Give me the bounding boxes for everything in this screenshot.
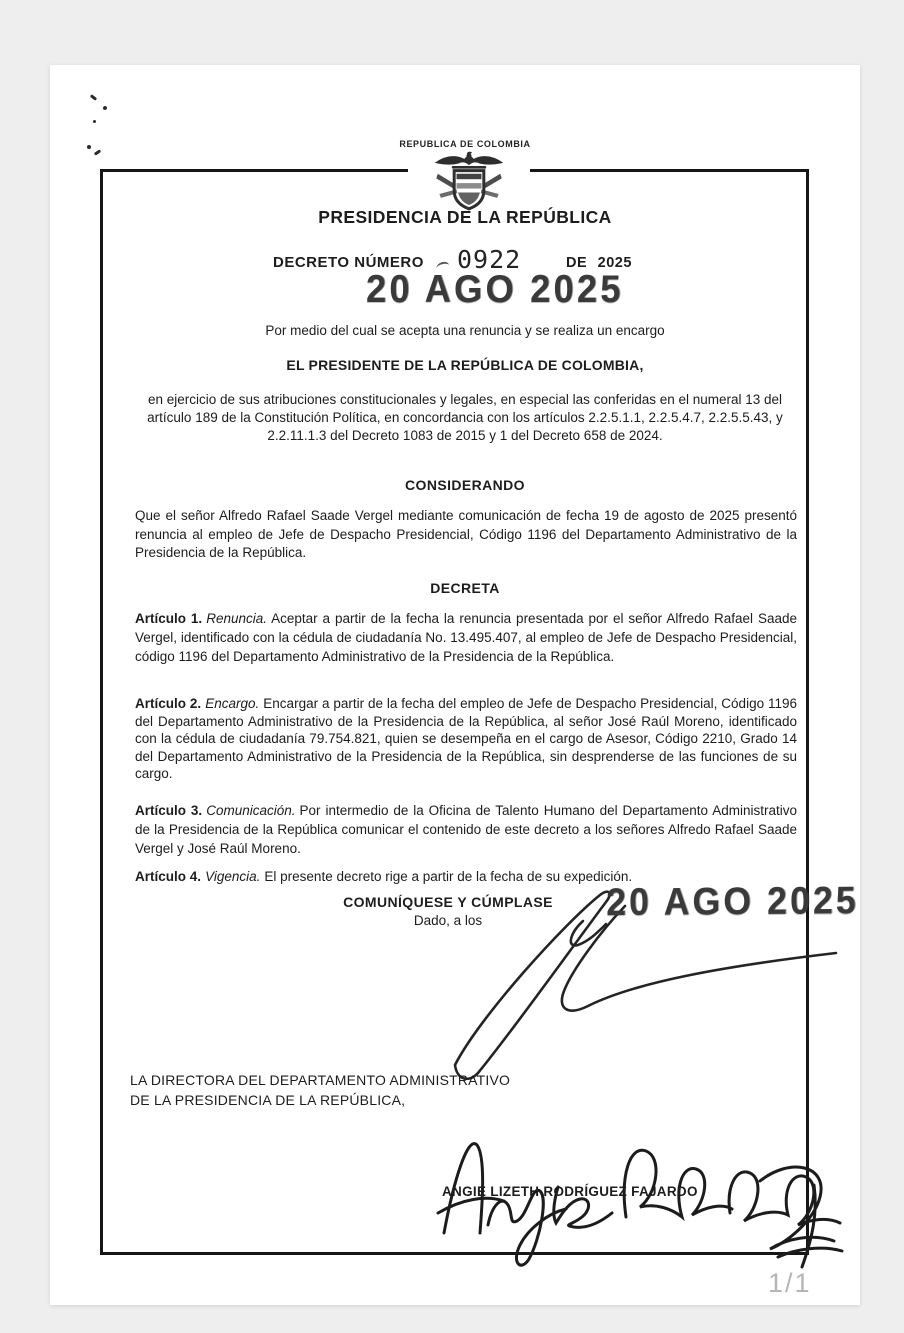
handwritten-signature	[430, 1117, 866, 1287]
article-2-label: Artículo 2.	[135, 696, 202, 711]
decree-page	[50, 65, 860, 1305]
decree-subject: Por medio del cual se acepta una renuncia y se realiza un encargo	[265, 323, 665, 338]
considerando-heading: CONSIDERANDO	[405, 477, 525, 493]
article-1-text: Aceptar a partir de la fecha la renuncia presentada por el señor Alfredo Rafael Saade Vergel, identificado con la cédula de ciudadanía No. 13.495.407, al empleo de Jefe de Despacho Presidencial, código 1196 del Departamento Administrativo de la Presidencia de la República.	[135, 611, 797, 664]
decree-number: 0922	[457, 245, 522, 274]
date-stamp-top: 20 AGO 2025	[366, 268, 624, 311]
ink-speck	[102, 105, 107, 110]
article-4-term: Vigencia.	[205, 869, 261, 884]
preamble-paragraph: en ejercicio de sus atribuciones constitucionales y legales, en especial las conferidas en el numeral 13 del artículo 189 de la Constitución Política, en concordancia con los artículos 2.2.5.1.1, 2.2.5.4.7, 2.2.5.5.43, y 2.2.11.1.3 del Decreto 1083 de 2015 y 1 del Decreto 658 de 2024.	[147, 392, 783, 443]
article-4-label: Artículo 4.	[135, 869, 202, 884]
colombia-coat-of-arms-icon	[430, 150, 508, 224]
article-4-text: El presente decreto rige a partir de la fecha de su expedición.	[264, 869, 633, 884]
closing-dado: Dado, a los	[413, 913, 483, 928]
decreta-heading: DECRETA	[430, 580, 500, 596]
signer-title-line2: DE LA PRESIDENCIA DE LA REPÚBLICA,	[130, 1092, 406, 1108]
date-stamp-bottom: 20 AGO 2025	[606, 879, 859, 924]
ink-speck	[87, 145, 91, 149]
ink-speck	[93, 120, 96, 123]
page-indicator: 1/1	[768, 1268, 812, 1298]
article-3-term: Comunicación.	[206, 803, 296, 818]
article-3-label: Artículo 3.	[135, 803, 203, 818]
closing-order: COMUNÍQUESE Y CÚMPLASE	[343, 894, 553, 910]
article-3-text: Por intermedio de la Oficina de Talento Humano del Departamento Administrativo de la Presidencia de la República comunicar el contenido de este decreto a los señores Alfredo Rafael Saade Vergel y José Raúl Moreno.	[135, 803, 797, 856]
issuer-heading: EL PRESIDENTE DE LA REPÚBLICA DE COLOMBIA,	[286, 357, 644, 373]
article-1-label: Artículo 1.	[135, 611, 203, 626]
article-3-paragraph	[135, 801, 797, 858]
decree-label: DECRETO NÚMERO	[273, 254, 424, 271]
considerando-paragraph: Que el señor Alfredo Rafael Saade Vergel mediante comunicación de fecha 19 de agosto de 2025 presentó renuncia al empleo de Jefe de Despacho Presidencial, Código 1196 del Departamento Administrativo de la Presidencia de la República.	[135, 508, 797, 560]
article-2-paragraph	[135, 695, 797, 783]
article-2-term: Encargo.	[205, 696, 260, 711]
signer-name: ANGIE LIZETH RODRÍGUEZ FAJARDO	[442, 1184, 698, 1199]
entity-title: PRESIDENCIA DE LA REPÚBLICA	[318, 207, 612, 227]
article-1-paragraph	[135, 609, 797, 666]
article-1-term: Renuncia.	[206, 611, 268, 626]
signer-title	[130, 1070, 610, 1110]
republic-label: REPUBLICA DE COLOMBIA	[399, 139, 531, 149]
decree-year: DE 2025	[566, 255, 632, 271]
article-2-text: Encargar a partir de la fecha del empleo de Jefe de Despacho Presidencial, Código 1196 del Departamento Administrativo de la Presidencia de la República, al señor José Raúl Moreno, identificado con la cédula de ciudadanía 79.754.821, quien se desempeña en el cargo de Asesor, Código 2210, Grado 14 del Departamento Administrativo de la Presidencia de la República, sin desprenderse de las funciones de su cargo.	[135, 696, 797, 782]
ink-speck	[90, 94, 97, 101]
ink-speck	[94, 149, 101, 155]
signer-title-line1: LA DIRECTORA DEL DEPARTAMENTO ADMINISTRATIVO	[130, 1072, 511, 1088]
